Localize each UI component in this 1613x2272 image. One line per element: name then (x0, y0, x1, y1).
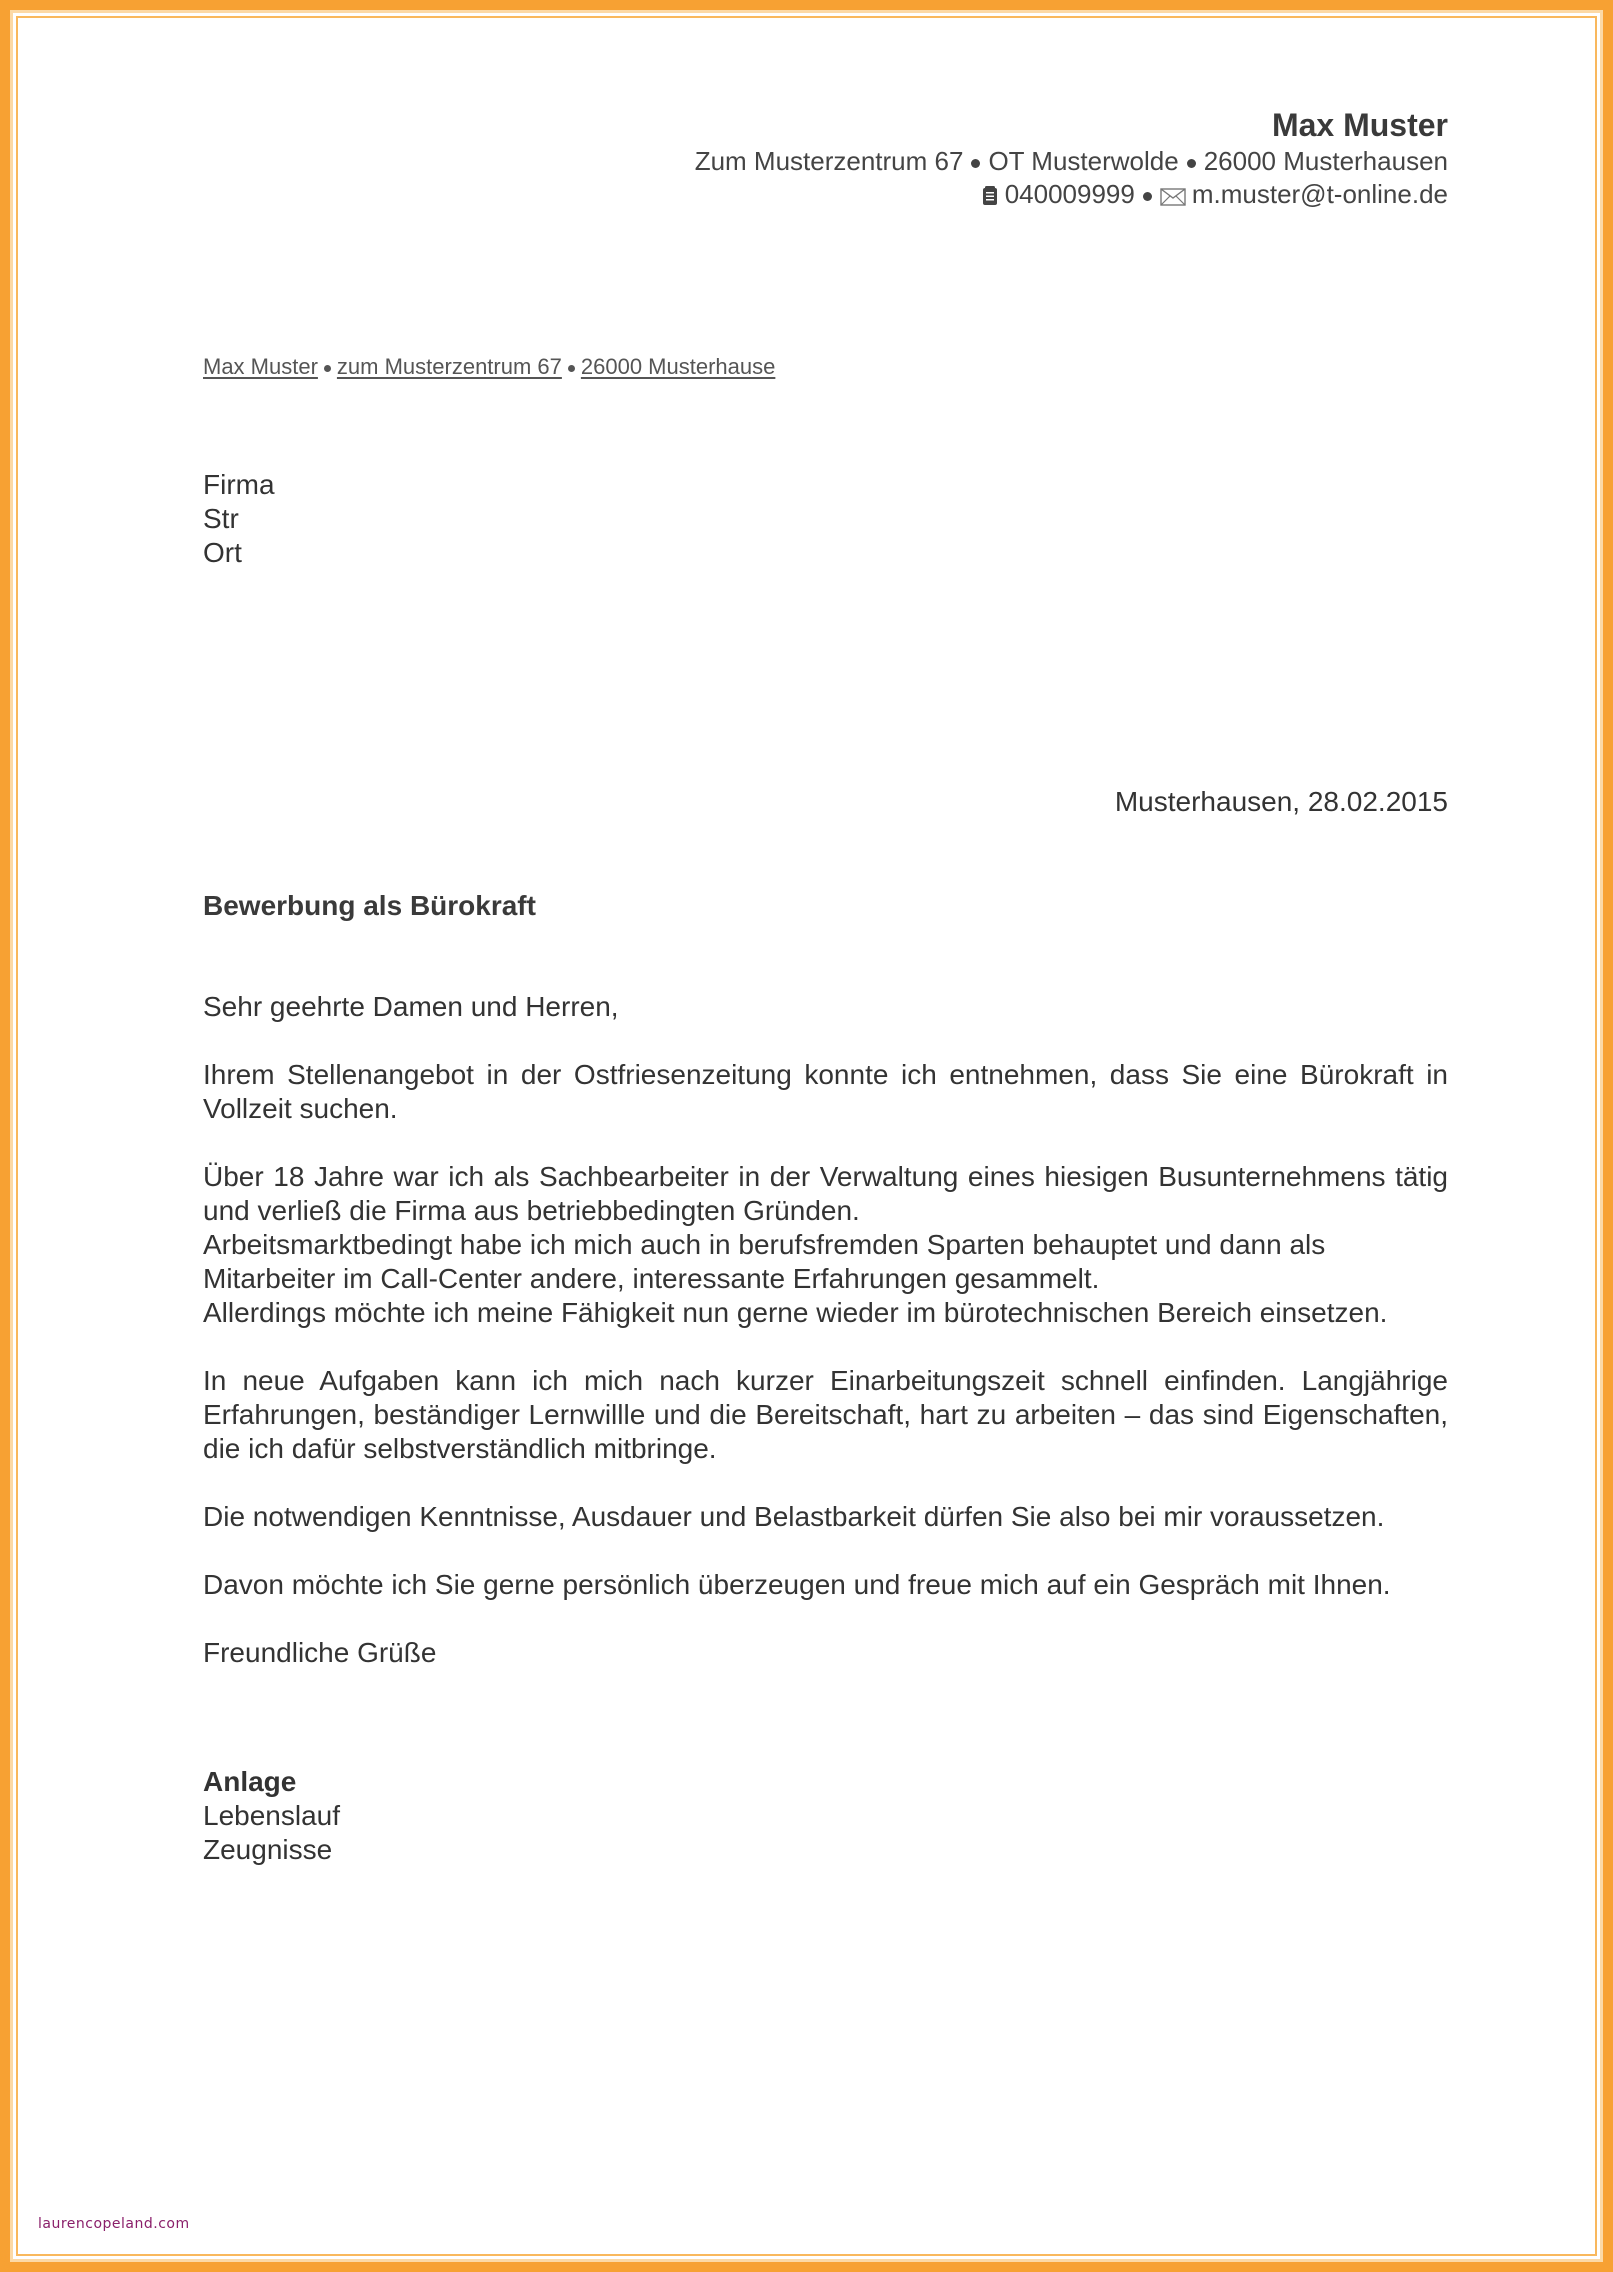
paragraph-4: Die notwendigen Kenntnisse, Ausdauer und Belastbarkeit dürfen Sie also bei mir voraussetzen. (203, 1501, 1385, 1532)
return-street: zum Musterzentrum 67 (336, 354, 562, 379)
recipient-address (203, 468, 275, 570)
sender-phone: 040009999 (1004, 179, 1135, 209)
paragraph-1: Ihrem Stellenangebot in der Ostfriesenzeitung konnte ich entnehmen, dass Sie eine Bürokraft in Vollzeit suchen. (203, 1059, 1448, 1124)
paragraph-3: In neue Aufgaben kann ich mich nach kurzer Einarbeitungszeit schnell einfinden. Langjährige Erfahrungen, beständiger Lernwillle und die Bereitschaft, hart zu arbeiten – das sind Eigenschaften, die ich dafür selbstverständlich mitbringe. (203, 1365, 1448, 1464)
return-name: Max Muster (203, 354, 318, 379)
attachments-title: Anlage (203, 1766, 297, 1797)
phone-icon (981, 181, 999, 214)
sender-email[interactable]: m.muster@t-online.de (1191, 179, 1448, 209)
attachment-item: Zeugnisse (203, 1834, 333, 1865)
return-city: 26000 Musterhause (580, 354, 776, 379)
paragraph-2-line-3: Allerdings möchte ich meine Fähigkeit nun gerne wieder im bürotechnischen Bereich einsetzen. (203, 1297, 1388, 1328)
attachments (203, 1765, 340, 1867)
letterhead (695, 105, 1448, 214)
recipient-line-3: Ort (203, 537, 242, 568)
letter-body (203, 990, 1448, 1704)
attachment-item: Lebenslauf (203, 1800, 341, 1831)
sender-name: Max Muster (1271, 107, 1448, 143)
bullet-separator (971, 159, 980, 168)
paragraph-2-line-2: Arbeitsmarktbedingt habe ich mich auch in berufsfremden Sparten behauptet und dann als Mitarbeiter im Call-Center andere, interessante Erfahrungen gesammelt. (203, 1229, 1326, 1294)
sender-contact (695, 178, 1448, 214)
salutation: Sehr geehrte Damen und Herren, (203, 991, 619, 1022)
recipient-line-2: Str (203, 503, 239, 534)
sender-city: 26000 Musterhausen (1203, 146, 1448, 176)
bullet-separator (324, 365, 331, 372)
paragraph-2 (203, 1160, 1448, 1330)
envelope-icon (1160, 181, 1186, 214)
sender-street: Zum Musterzentrum 67 (694, 146, 964, 176)
paragraph-2-line-1: Über 18 Jahre war ich als Sachbearbeiter in der Verwaltung eines hiesigen Busunternehmens tätig und verließ die Firma aus betriebbedingten Gründen. (203, 1161, 1448, 1226)
bullet-separator (1187, 159, 1196, 168)
bullet-separator (1143, 192, 1152, 201)
sender-address (695, 145, 1448, 178)
closing: Freundliche Grüße (203, 1637, 437, 1668)
paragraph-5: Davon möchte ich Sie gerne persönlich überzeugen und freue mich auf ein Gespräch mit Ihnen. (203, 1569, 1391, 1600)
return-address-line (203, 354, 775, 380)
sender-district: OT Musterwolde (988, 146, 1179, 176)
bullet-separator (568, 365, 575, 372)
letter-date: Musterhausen, 28.02.2015 (1114, 786, 1448, 817)
letter-subject: Bewerbung als Bürokraft (203, 890, 536, 921)
recipient-line-1: Firma (203, 469, 275, 500)
watermark: laurencopeland.com (38, 2216, 190, 2232)
